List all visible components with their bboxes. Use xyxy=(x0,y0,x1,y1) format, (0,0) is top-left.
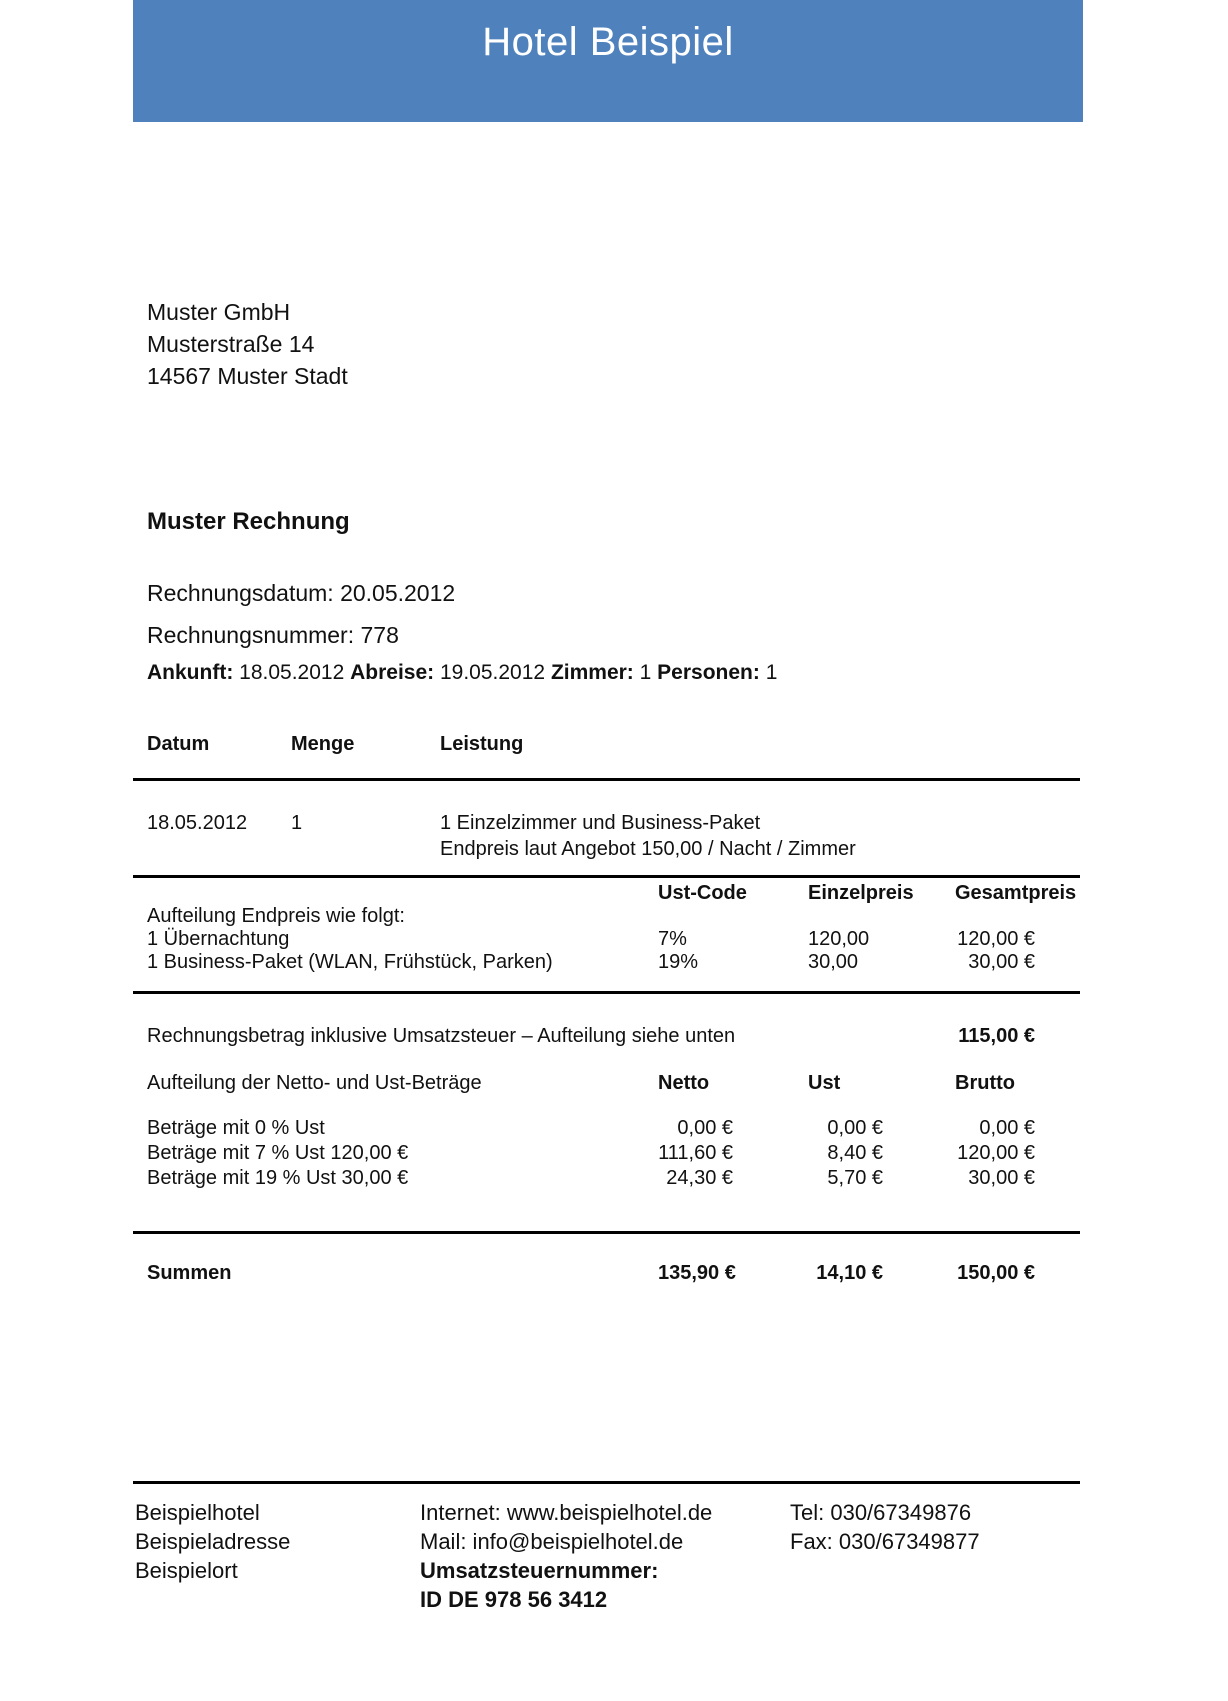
footer xyxy=(135,1498,1080,1614)
footer-phone-column xyxy=(790,1498,1080,1614)
vat-row-netto: 24,30 € xyxy=(666,1167,733,1189)
column-header-ust: Ust xyxy=(808,1072,841,1094)
vat-row-ust: 0,00 € xyxy=(827,1117,883,1139)
invoice-meta xyxy=(147,572,455,656)
summen-ust: 14,10 € xyxy=(816,1262,883,1284)
breakdown-row-ust-code: 7% xyxy=(658,928,687,950)
vat-row-label: Beträge mit 7 % Ust 120,00 € xyxy=(147,1142,409,1164)
vat-table-title: Aufteilung der Netto- und Ust-Beträge xyxy=(147,1072,482,1094)
address-line-name: Muster GmbH xyxy=(147,299,291,325)
footer-mail: Mail: info@beispielhotel.de xyxy=(420,1529,684,1554)
column-header-ust-code: Ust-Code xyxy=(658,882,747,904)
item-row xyxy=(135,810,1080,862)
footer-contact-column xyxy=(420,1498,790,1614)
divider xyxy=(133,778,1080,781)
divider xyxy=(133,875,1080,878)
footer-vat-id: ID DE 978 56 3412 xyxy=(420,1587,608,1612)
vat-row xyxy=(135,1166,1080,1191)
address-line-street: Musterstraße 14 xyxy=(147,331,315,357)
breakdown-header xyxy=(135,882,1080,905)
column-header-gesamtpreis: Gesamtpreis xyxy=(955,882,1077,904)
breakdown-row-gesamtpreis: 30,00 € xyxy=(968,951,1035,973)
item-description xyxy=(428,810,1080,862)
vat-row xyxy=(135,1141,1080,1166)
column-header-leistung: Leistung xyxy=(440,733,524,755)
rooms-label: Zimmer: xyxy=(550,661,634,684)
breakdown-intro-text: Aufteilung Endpreis wie folgt: xyxy=(147,905,405,927)
header-band xyxy=(133,0,1083,122)
breakdown-row-gesamtpreis: 120,00 € xyxy=(957,928,1035,950)
divider xyxy=(133,1231,1080,1234)
vat-row-netto: 111,60 € xyxy=(658,1142,733,1164)
column-header-einzelpreis: Einzelpreis xyxy=(808,882,914,904)
invoice-heading: Muster Rechnung xyxy=(147,508,350,535)
item-quantity: 1 xyxy=(291,812,303,834)
vat-row-ust: 5,70 € xyxy=(827,1167,883,1189)
breakdown-intro xyxy=(135,905,1080,928)
summen-netto: 135,90 € xyxy=(658,1262,736,1284)
vat-row-brutto: 30,00 € xyxy=(968,1167,1035,1189)
total-amount: 115,00 € xyxy=(958,1025,1035,1047)
departure-label: Abreise: xyxy=(350,661,435,684)
footer-hotel-name: Beispielhotel xyxy=(135,1500,260,1525)
footer-hotel-column xyxy=(135,1498,420,1614)
breakdown-row-einzelpreis: 120,00 xyxy=(808,928,870,950)
arrival-value: 18.05.2012 xyxy=(239,661,345,684)
rooms-value: 1 xyxy=(639,661,652,684)
invoice-number-line: Rechnungsnummer: 778 xyxy=(147,622,399,648)
breakdown-header-spacer xyxy=(135,882,658,905)
total-label: Rechnungsbetrag inklusive Umsatzsteuer – Aufteilung siehe unten xyxy=(147,1025,736,1047)
divider xyxy=(133,1481,1080,1484)
breakdown-row-label: 1 Business-Paket (WLAN, Frühstück, Parken) xyxy=(147,951,553,973)
footer-fax: Fax: 030/67349877 xyxy=(790,1529,980,1554)
hotel-title: Hotel Beispiel xyxy=(482,20,734,64)
vat-row-brutto: 0,00 € xyxy=(979,1117,1035,1139)
vat-row-brutto: 120,00 € xyxy=(957,1142,1035,1164)
total-row xyxy=(135,1023,1080,1049)
footer-vat-label: Umsatzsteuernummer: xyxy=(420,1558,659,1583)
vat-row-ust: 8,40 € xyxy=(827,1142,883,1164)
breakdown-row-ust-code: 19% xyxy=(658,951,699,973)
vat-row-label: Beträge mit 19 % Ust 30,00 € xyxy=(147,1167,409,1189)
persons-label: Personen: xyxy=(657,661,760,684)
item-description-line2: Endpreis laut Angebot 150,00 / Nacht / Zimmer xyxy=(440,838,856,860)
breakdown-row xyxy=(135,951,1080,974)
breakdown-row-einzelpreis: 30,00 xyxy=(808,951,859,973)
vat-table-header xyxy=(135,1071,1080,1096)
recipient-address xyxy=(147,296,348,392)
items-table-header xyxy=(135,732,1080,756)
footer-hotel-city: Beispielort xyxy=(135,1558,238,1583)
breakdown-row xyxy=(135,928,1080,951)
column-header-brutto: Brutto xyxy=(955,1072,1015,1094)
column-header-menge: Menge xyxy=(291,733,355,755)
divider xyxy=(133,991,1080,994)
stay-info-line xyxy=(147,660,777,686)
invoice-date-line: Rechnungsdatum: 20.05.2012 xyxy=(147,580,456,606)
item-date: 18.05.2012 xyxy=(147,812,248,834)
vat-row xyxy=(135,1116,1080,1141)
summen-brutto: 150,00 € xyxy=(957,1262,1035,1284)
summen-label: Summen xyxy=(147,1262,232,1284)
column-header-datum: Datum xyxy=(147,733,210,755)
footer-hotel-address: Beispieladresse xyxy=(135,1529,291,1554)
departure-value: 19.05.2012 xyxy=(439,661,546,684)
column-header-netto: Netto xyxy=(658,1072,710,1094)
persons-value: 1 xyxy=(765,661,778,684)
vat-row-netto: 0,00 € xyxy=(677,1117,733,1139)
summen-row xyxy=(135,1261,1080,1286)
arrival-label: Ankunft: xyxy=(147,661,234,684)
breakdown-row-label: 1 Übernachtung xyxy=(147,928,290,950)
address-line-city: 14567 Muster Stadt xyxy=(147,363,348,389)
footer-tel: Tel: 030/67349876 xyxy=(790,1500,972,1525)
footer-internet: Internet: www.beispielhotel.de xyxy=(420,1500,713,1525)
vat-row-label: Beträge mit 0 % Ust xyxy=(147,1117,325,1139)
item-description-line1: 1 Einzelzimmer und Business-Paket xyxy=(440,812,761,834)
